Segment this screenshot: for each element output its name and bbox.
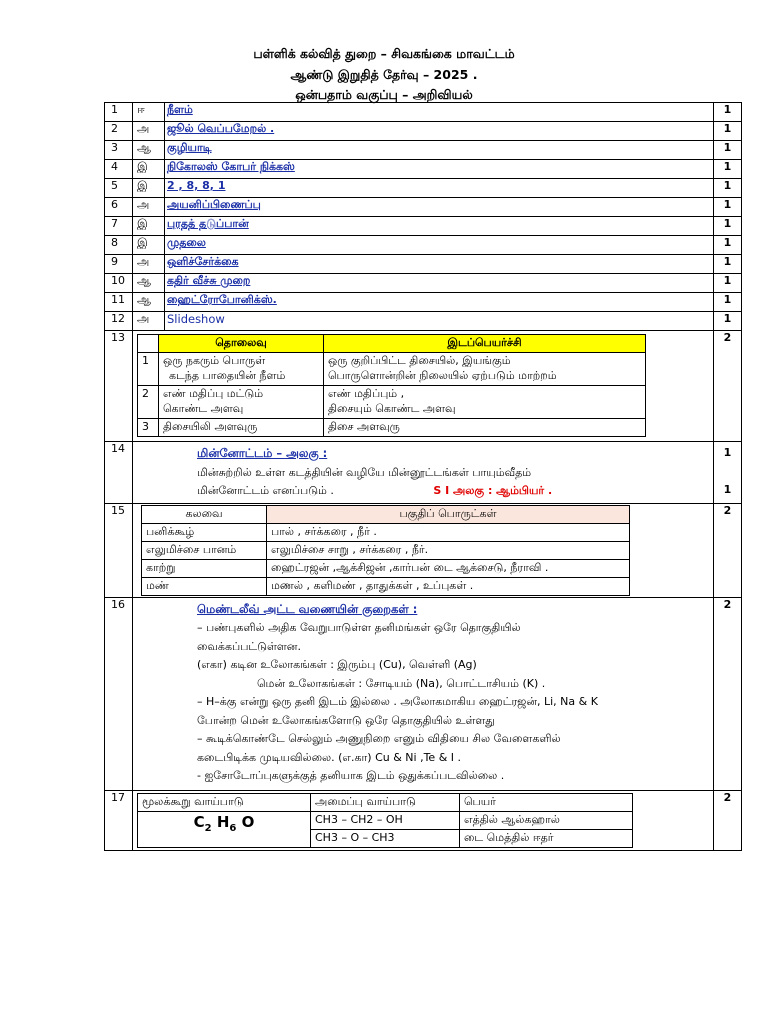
question-number: 5 (105, 179, 133, 198)
mixture-components: ஹைட்ரஜன் ,ஆக்சிஜன் ,கார்பன் டை ஆக்சைடு, நீராவி . (267, 559, 630, 577)
mixture-row (142, 541, 630, 559)
question-15-answer (133, 503, 714, 597)
question-number: 7 (105, 217, 133, 236)
mixture-name: பனிக்கூழ் (142, 523, 267, 541)
answer-text: 2 , 8, 8, 1 (165, 179, 714, 198)
question-16-marks: 2 (714, 597, 742, 790)
compound-name-2: டை மெத்தில் ஈதர் (460, 829, 633, 847)
answer-text: ஜூல் வெப்பமேறல் . (165, 122, 714, 141)
question-16-row (105, 597, 742, 790)
question-number: 1 (105, 103, 133, 122)
question-13-row (105, 331, 742, 442)
compound-name-1: எத்தில் ஆல்கஹால் (460, 811, 633, 829)
marks: 1 (714, 312, 742, 331)
column-head-displacement: இடப்பெயர்ச்சி (324, 335, 646, 353)
mcq-row (105, 198, 742, 217)
question-16-line: – H–க்கு என்று ஒரு தனி இடம் இல்லை . அலோகமாகிய ஹைட்ரஜன், Li, Na & K (197, 695, 598, 708)
question-16-lines (137, 619, 713, 786)
question-14-definition-line-2: மின்னோட்டம் எனப்படும் . S I அலகு : ஆம்பியர் . (197, 484, 553, 497)
question-17-answer (133, 790, 714, 850)
question-15-marks: 2 (714, 503, 742, 597)
formula-table (137, 793, 633, 848)
mixture-row (142, 577, 630, 595)
mcq-row (105, 274, 742, 293)
marks: 1 (714, 179, 742, 198)
option-letter: அ (133, 255, 165, 274)
structural-formula-2: CH3 – O – CH3 (311, 829, 460, 847)
question-number: 12 (105, 312, 133, 331)
distance-point-2: எண் மதிப்பு மட்டும் கொண்ட அளவு (159, 386, 324, 419)
question-number: 4 (105, 160, 133, 179)
column-head-molecular-formula: மூலக்கூறு வாய்பாடு (138, 793, 311, 811)
question-number: 11 (105, 293, 133, 312)
marks: 1 (714, 255, 742, 274)
question-16-line: – கூடிக்கொண்டே செல்லும் அணுநிறை எனும் விதியை சில வேளைகளில் (197, 732, 561, 745)
header-line-3: ஒன்பதாம் வகுப்பு – அறிவியல் (295, 87, 473, 102)
marks: 1 (714, 274, 742, 293)
marks: 1 (714, 198, 742, 217)
question-number: 6 (105, 198, 133, 217)
option-letter: இ (133, 236, 165, 255)
question-13-number: 13 (105, 331, 133, 442)
option-letter: இ (133, 160, 165, 179)
option-letter: ஆ (133, 141, 165, 160)
answer-text: அயனிப்பிணைப்பு (165, 198, 714, 217)
si-unit-label: S I அலகு : ஆம்பியர் . (433, 484, 553, 497)
mixture-components: பால் , சர்க்கரை , நீர் . (267, 523, 630, 541)
displacement-point-3: திசை அளவுரு (324, 419, 646, 437)
marks: 1 (714, 160, 742, 179)
mixture-components: எலுமிச்சை சாறு , சர்க்கரை , நீர். (267, 541, 630, 559)
mcq-row (105, 236, 742, 255)
question-16-answer (133, 597, 714, 790)
mcq-row (105, 179, 742, 198)
question-number: 10 (105, 274, 133, 293)
answer-text: நீளம் (165, 103, 714, 122)
question-number: 3 (105, 141, 133, 160)
option-letter: அ (133, 198, 165, 217)
question-15-number: 15 (105, 503, 133, 597)
question-13-marks: 2 (714, 331, 742, 442)
option-letter: ஈ (133, 103, 165, 122)
displacement-point-1: ஒரு குறிப்பிட்ட திசையில், இயங்கும் பொருளொன்றின் நிலையில் ஏற்படும் மாற்றம் (324, 353, 646, 386)
distance-point-3: திசையிலி அளவுரு (159, 419, 324, 437)
question-17-number: 17 (105, 790, 133, 850)
header-line-1: பள்ளிக் கல்வித் துறை – சிவகங்கை மாவட்டம் (253, 46, 515, 61)
question-14-marks: 1 1 (714, 442, 742, 504)
question-14-row (105, 442, 742, 504)
answer-text: ஒளிச்சேர்க்கை (165, 255, 714, 274)
column-head-structural-formula: அமைப்பு வாய்பாடு (311, 793, 460, 811)
mixture-row (142, 523, 630, 541)
question-16-line: - ஐசோடோப்புகளுக்குத் தனியாக இடம் ஒதுக்கப்படவில்லை . (197, 769, 505, 782)
molecular-formula: $C_2$ $H_6$ O (138, 811, 311, 847)
marks: 1 (714, 122, 742, 141)
question-number: 8 (105, 236, 133, 255)
mixture-name: மண் (142, 577, 267, 595)
mcq-row (105, 293, 742, 312)
option-letter: இ (133, 217, 165, 236)
question-16-line: மென் உலோகங்கள் : சோடியம் (Na), பொட்டாசியம் (K) . (257, 676, 546, 690)
question-14-title: மின்னோட்டம் – அலகு : (197, 446, 328, 460)
distance-point-1: ஒரு நகரும் பொருள் கடந்த பாதையின் நீளம் (159, 353, 324, 386)
question-number: 2 (105, 122, 133, 141)
option-letter: ஆ (133, 293, 165, 312)
answer-text: ஹைட்ரோபோனிக்ஸ். (165, 293, 714, 312)
mcq-rows (105, 103, 742, 331)
distance-displacement-table: தொலைவு இடப்பெயர்ச்சி 1 ஒரு நகரும் பொருள் கடந்த பாதையின் நீளம் ஒரு குறிப்பிட்ட திசையில், இயங்கும் பொருளொன்றின் நிலையில் ஏற்படும் மாற்றம் 2 எண் மதிப்பு மட்டும் கொண்ட அளவு எண் மதிப்பும் , திசையும் கொண்ட அளவு 3 திசையிலி அளவுரு திசை அளவுரு (137, 334, 646, 437)
answer-text: நிகோலஸ் கோபர் நிக்கஸ் (165, 160, 714, 179)
option-letter: அ (133, 122, 165, 141)
marks: 1 (714, 141, 742, 160)
column-head-distance: தொலைவு (159, 335, 324, 353)
question-number: 9 (105, 255, 133, 274)
mcq-row (105, 122, 742, 141)
option-letter: இ (133, 179, 165, 198)
mcq-row (105, 217, 742, 236)
question-14-number: 14 (105, 442, 133, 504)
mcq-row (105, 160, 742, 179)
answer-text: கதிர் வீச்சு முறை (165, 274, 714, 293)
structural-formula-1: CH3 – CH2 – OH (311, 811, 460, 829)
question-16-number: 16 (105, 597, 133, 790)
question-16-line: கடைபிடிக்க முடியவில்லை. (எ.கா) Cu & Ni ,Te & I . (197, 750, 462, 764)
marks: 1 (714, 293, 742, 312)
answer-text: புரதத் தடுப்பான் (165, 217, 714, 236)
question-15-row (105, 503, 742, 597)
mcq-row (105, 103, 742, 122)
mixture-name: காற்று (142, 559, 267, 577)
column-head-components: பகுதிப் பொருட்கள் (267, 505, 630, 523)
answer-text: குழியாடி (165, 141, 714, 160)
question-16-line: போன்ற மென் உலோகங்களோடு ஒரே தொகுதியில் உள்ளது (197, 713, 495, 727)
question-13-answer (133, 331, 714, 442)
mcq-row (105, 312, 742, 331)
mixture-components-table (141, 505, 630, 596)
marks: 1 (714, 217, 742, 236)
displacement-point-2: எண் மதிப்பும் , திசையும் கொண்ட அளவு (324, 386, 646, 419)
question-16-line: (எகா) கடின உலோகங்கள் : இரும்பு (Cu), வெள்ளி (Ag) (197, 658, 477, 671)
column-head-mixture: கலவை (142, 505, 267, 523)
question-14-answer (133, 442, 714, 504)
answer-text: முதலை (165, 236, 714, 255)
question-16-title: மெண்டலீவ் அட்ட வணையின் குறைகள் : (197, 601, 418, 616)
option-letter: அ (133, 312, 165, 331)
question-16-line: – பண்புகளில் அதிக வேறுபாடுள்ள தனிமங்கள் ஒரே தொகுதியில் (197, 621, 521, 634)
mixture-components: மணல் , களிமண் , தாதுக்கள் , உப்புகள் . (267, 577, 630, 595)
mcq-row (105, 255, 742, 274)
question-14-definition-line-1: மின்சுற்றில் உள்ள கடத்தியின் வழியே மின்னூட்டங்கள் பாயும்வீதம் (197, 465, 532, 479)
header-line-2: ஆண்டு இறுதித் தேர்வு – 2025 . (290, 67, 478, 82)
column-head-name: பெயர் (460, 793, 633, 811)
option-letter: ஆ (133, 274, 165, 293)
question-17-row (105, 790, 742, 850)
mcq-row (105, 141, 742, 160)
mixture-row (142, 559, 630, 577)
mixture-name: எலுமிச்சை பானம் (142, 541, 267, 559)
question-17-marks: 2 (714, 790, 742, 850)
answer-key-table (104, 102, 742, 851)
marks: 1 (714, 236, 742, 255)
question-16-line: வைக்கப்பட்டுள்ளன. (197, 639, 301, 653)
answer-text: Slideshow (165, 312, 714, 331)
marks: 1 (714, 103, 742, 122)
